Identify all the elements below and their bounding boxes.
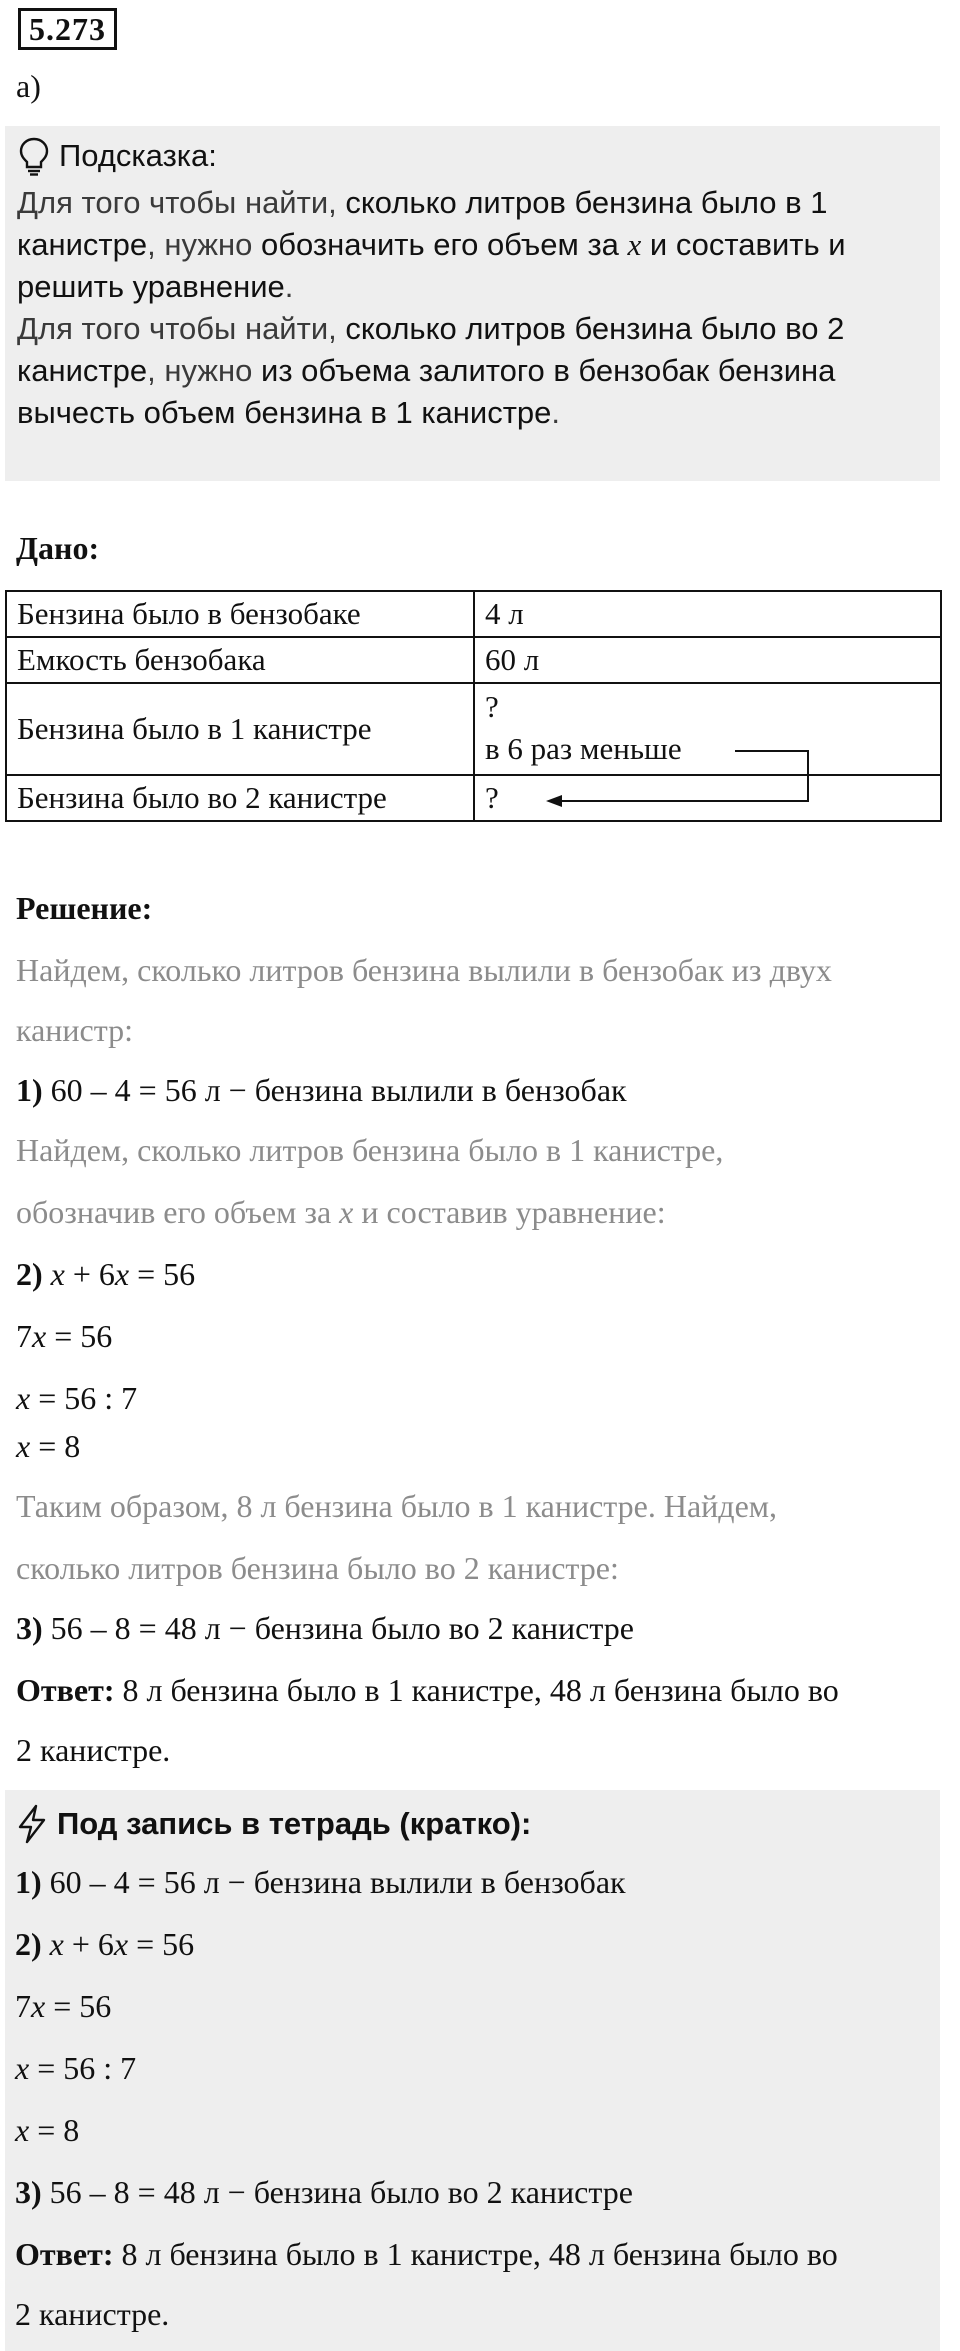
hint-box [5,126,940,481]
equation [16,1426,80,1466]
problem-number: 5.273 [18,8,117,50]
text: = 8 [30,1428,81,1464]
step-number: 3) [15,2174,42,2210]
variable-x: x [16,1380,31,1416]
equation [16,1316,112,1356]
variable-x: x [113,1926,129,1962]
answer-text: 8 л бензина было в 1 канистре, 48 л бензина было во [114,1672,839,1708]
equation [16,1378,137,1418]
equation [15,2048,136,2088]
step-number: 3) [16,1610,43,1646]
text: и составив уравнение: [353,1194,666,1230]
hint-title-text: Подсказка: [59,138,217,173]
table-row [6,591,941,637]
hint-text: , нужно [147,227,262,262]
table-cell-label: Бензина было в 1 канистре [6,683,474,775]
text: обозначив его объем за [16,1194,340,1230]
solution-text [16,1192,666,1232]
text: = 56 [128,1926,195,1962]
variable-x: x [32,1318,47,1354]
brief-step-1 [15,1862,626,1902]
table-cell-label: Емкость бензобака [6,637,474,683]
brief-box [5,1790,940,2351]
text: = 8 [29,2112,80,2148]
brief-title [15,1804,531,1844]
table-cell-value [474,683,941,775]
table-cell-label: Бензина было во 2 канистре [6,775,474,821]
table-row [6,683,941,775]
answer-label: Ответ: [16,1672,115,1708]
step-number: 1) [15,1864,42,1900]
hint-text: , нужно [147,353,262,388]
text: = 56 : 7 [30,1380,138,1416]
hint-emphasis: из объема залитого в бензобак бензина вычесть объем бензина в 1 канистре [17,353,836,430]
hint-title [17,136,217,176]
equation [15,2110,79,2150]
text: = 56 [46,1318,113,1354]
solution-text: канистр: [16,1012,133,1048]
hint-paragraph-1 [17,182,932,308]
given-table [5,590,942,822]
table-cell-label: Бензина было в бензобаке [6,591,474,637]
answer-label: Ответ: [15,2236,114,2272]
solution-step-1 [16,1070,627,1110]
hint-text: . [551,395,561,430]
step-number: 1) [16,1072,43,1108]
variable-x: x [114,1256,130,1292]
answer [16,1670,839,1710]
text: 7 [16,1318,32,1354]
text: + 6 [64,1256,115,1292]
step-text: 60 – 4 = 56 л − бензина вылили в бензобак [41,1864,626,1900]
variable-x: x [339,1194,354,1230]
text: + 6 [63,1926,114,1962]
table-cell-value: ? [474,775,941,821]
variable-x: x [627,227,642,262]
brief-title-text: Под запись в тетрадь (кратко): [57,1806,532,1841]
table-row [6,775,941,821]
brief-answer-continued: 2 канистре. [15,2296,170,2332]
step-number: 2) [15,1926,42,1962]
variable-x: x [15,2112,30,2148]
answer-continued: 2 канистре. [16,1732,171,1768]
brief-step-2 [15,1924,194,1964]
hint-emphasis: и составить и решить уравнение [17,227,846,304]
text: = 56 [45,1988,112,2024]
variable-x: x [15,2050,30,2086]
hint-emphasis: обозначить его объем за [261,227,628,262]
text: 7 [15,1988,31,2024]
variable-x: x [16,1428,31,1464]
part-label: а) [16,68,41,104]
relation-note: в 6 раз меньше [485,731,682,766]
solution-text: Найдем, сколько литров бензина вылили в бензобак из двух [16,952,832,988]
hint-text: . [284,269,294,304]
solution-text: Таким образом, 8 л бензина было в 1 канистре. Найдем, [16,1488,778,1524]
hint-paragraph-2 [17,308,932,434]
hint-emphasis: сколько литров бензина было во 2 канистре [17,311,845,388]
solution-step-3 [16,1608,634,1648]
brief-answer [15,2234,838,2274]
unknown-mark: ? [485,689,499,724]
step-text: 56 – 8 = 48 л − бензина было во 2 канистре [42,1610,634,1646]
table-cell-value: 4 л [474,591,941,637]
lightning-icon [15,1804,49,1844]
step-number: 2) [16,1256,43,1292]
table-cell-value: 60 л [474,637,941,683]
brief-step-3 [15,2172,633,2212]
lightbulb-icon [17,136,51,176]
hint-emphasis: сколько литров бензина было в 1 канистре [17,185,828,262]
solution-step-2 [16,1254,195,1294]
variable-x: x [49,1926,64,1962]
text: = 56 [129,1256,196,1292]
equation [15,1986,111,2026]
hint-text: Для того чтобы найти, [17,311,346,346]
step-text: 56 – 8 = 48 л − бензина было во 2 канистре [41,2174,633,2210]
hint-text: Для того чтобы найти, [17,185,346,220]
step-text: 60 – 4 = 56 л − бензина вылили в бензобак [42,1072,627,1108]
variable-x: x [31,1988,46,2024]
text: = 56 : 7 [29,2050,137,2086]
table-row [6,637,941,683]
answer-text: 8 л бензина было в 1 канистре, 48 л бензина было во [113,2236,838,2272]
given-label: Дано: [16,530,100,566]
variable-x: x [50,1256,65,1292]
solution-label: Решение: [16,890,153,926]
solution-text: Найдем, сколько литров бензина было в 1 канистре, [16,1132,724,1168]
solution-text: сколько литров бензина было во 2 канистре: [16,1550,619,1586]
